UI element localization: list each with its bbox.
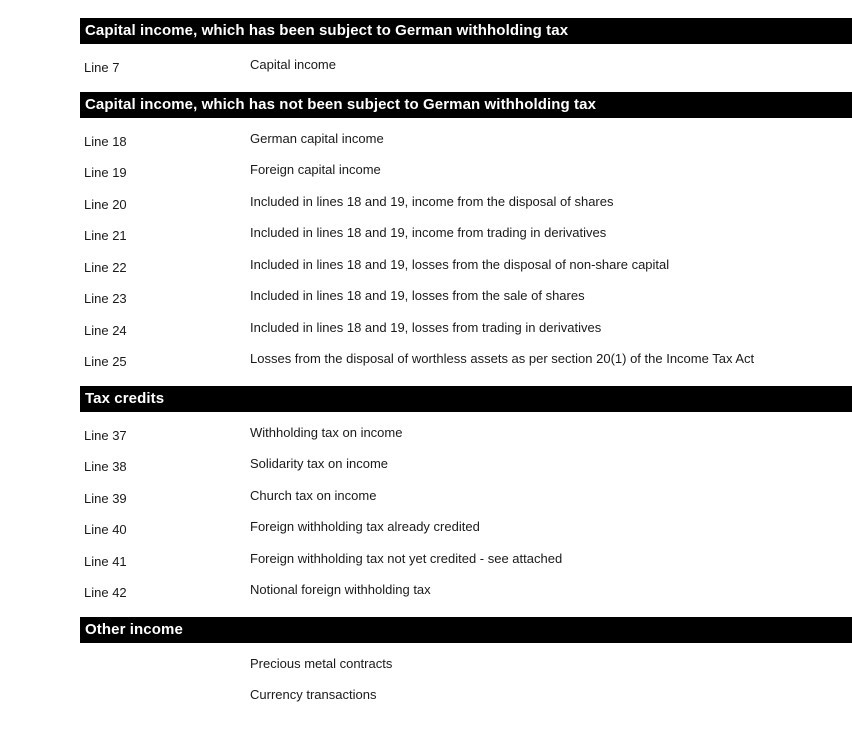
- section-rows: [80, 424, 852, 601]
- row-description: Losses from the disposal of worthless assets as per section 20(1) of the Income Tax Act: [250, 351, 755, 366]
- row-description: Foreign withholding tax already credited: [250, 519, 480, 534]
- table-row: [80, 655, 852, 674]
- table-row: [80, 487, 852, 506]
- table-row: [80, 424, 852, 443]
- row-label: Line 23: [84, 291, 127, 306]
- section-header-bar: Capital income, which has been subject to German withholding tax: [80, 18, 852, 44]
- row-label: Line 18: [84, 133, 127, 149]
- table-row: [80, 288, 852, 306]
- document-section: [80, 617, 852, 706]
- row-label: Line 39: [84, 490, 127, 506]
- table-row: [80, 582, 852, 600]
- section-rows: [80, 130, 852, 370]
- table-row: [80, 225, 852, 243]
- row-label: Line 20: [84, 196, 127, 212]
- document-section: [80, 386, 852, 601]
- section-header-bar: Tax credits: [80, 386, 852, 412]
- table-row: [80, 456, 852, 474]
- section-header-bar: Capital income, which has not been subject to German withholding tax: [80, 92, 852, 118]
- row-label: Line 41: [84, 553, 127, 569]
- section-header-bar: Other income: [80, 617, 852, 643]
- row-label: Line 38: [84, 459, 127, 474]
- row-description: Solidarity tax on income: [250, 456, 389, 471]
- document-section: [80, 92, 852, 370]
- row-description: Notional foreign withholding tax: [250, 582, 431, 597]
- row-description: Foreign capital income: [250, 162, 381, 177]
- row-description: Included in lines 18 and 19, losses from trading in derivatives: [250, 319, 602, 335]
- row-description: Currency transactions: [250, 687, 377, 702]
- row-description: Precious metal contracts: [250, 655, 393, 671]
- row-description: German capital income: [250, 130, 384, 146]
- row-description: Included in lines 18 and 19, losses from the sale of shares: [250, 288, 585, 303]
- row-description: Withholding tax on income: [250, 424, 403, 440]
- table-row: [80, 319, 852, 338]
- row-label: Line 42: [84, 585, 127, 600]
- row-description: Included in lines 18 and 19, losses from the disposal of non-share capital: [250, 256, 670, 272]
- row-description: Included in lines 18 and 19, income from the disposal of shares: [250, 193, 614, 209]
- row-label: Line 40: [84, 522, 127, 537]
- table-row: [80, 57, 852, 75]
- section-rows: [80, 655, 852, 706]
- table-row: [80, 256, 852, 275]
- table-row: [80, 130, 852, 149]
- row-label: Line 37: [84, 427, 127, 443]
- table-row: [80, 193, 852, 212]
- row-label: Line 19: [84, 165, 127, 180]
- table-row: [80, 351, 852, 369]
- row-label: Line 24: [84, 322, 127, 338]
- row-label: Line 7: [84, 60, 120, 75]
- table-row: [80, 519, 852, 537]
- row-label: Line 21: [84, 228, 127, 243]
- table-row: [80, 550, 852, 569]
- table-row: [80, 162, 852, 180]
- row-description: Foreign withholding tax not yet credited - see attached: [250, 550, 563, 566]
- document-section: [80, 18, 852, 75]
- section-rows: [80, 57, 852, 75]
- table-row: [80, 687, 852, 705]
- row-description: Capital income: [250, 57, 336, 72]
- row-label: Line 25: [84, 354, 127, 369]
- row-description: Church tax on income: [250, 487, 377, 503]
- row-description: Included in lines 18 and 19, income from trading in derivatives: [250, 225, 607, 240]
- row-label: Line 22: [84, 259, 127, 275]
